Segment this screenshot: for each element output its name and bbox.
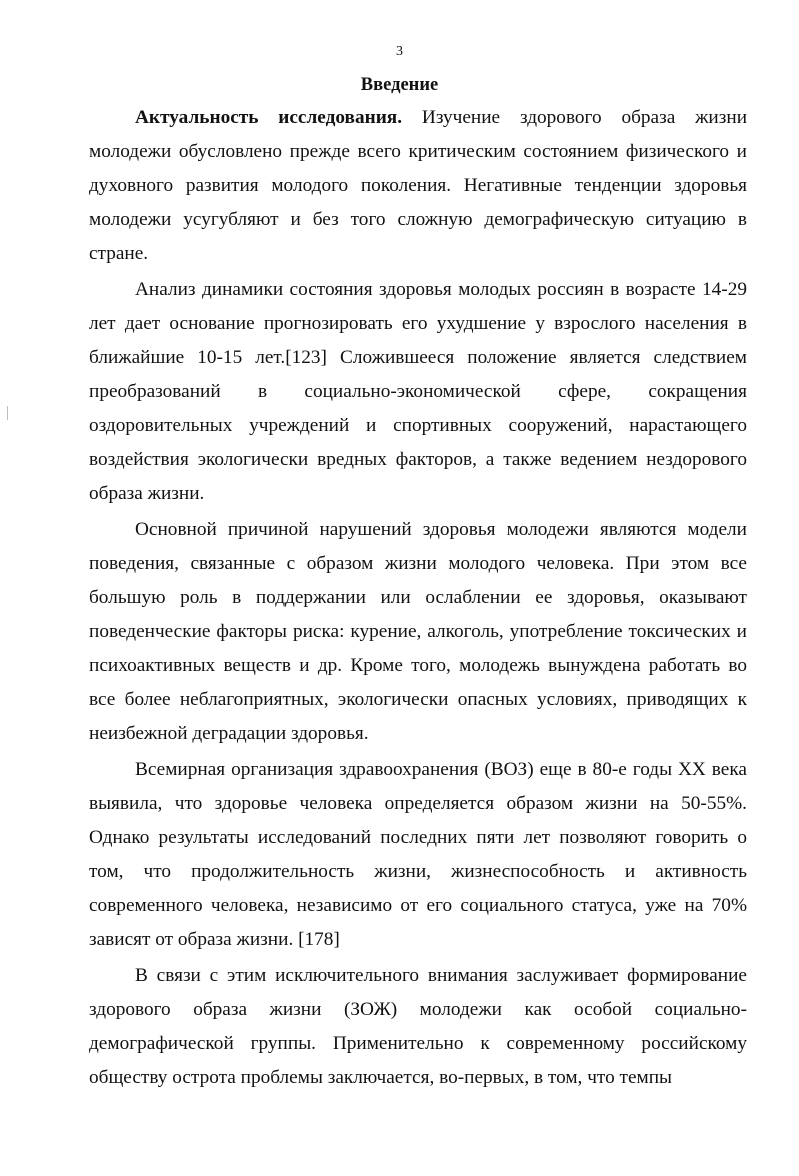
paragraph-text: Изучение здорового образа жизни молодежи обусловлено прежде всего критическим состоянием физического и духовного развития молодого поколения. Негативные тенденции здоровья молодежи усугубляют и без того сложную демографическую ситуацию в стране. [89,107,748,264]
scan-edge-mark [7,406,8,420]
paragraph-health-dynamics: Анализ динамики состояния здоровья молодых россиян в возрасте 14-29 лет дает основание прогнозировать его ухудшение у взрослого населения в ближайшие 10-15 лет.[123] Сложившееся положение является следствием преобразований в социально-экономической сфере, сокращения оздоровительных учреждений и спортивных сооружений, нарастающего воздействия экологически вредных факторов, а также ведением нездорового образа жизни. [89,279,747,504]
paragraph-behavior-models: Основной причиной нарушений здоровья молодежи являются модели поведения, связанные с образом жизни молодого человека. При этом все большую роль в поддержании или ослаблении ее здоровья, оказывают поведенческие факторы риска: курение, алкоголь, употребление токсических и психоактивных веществ и др. Кроме того, молодежь вынуждена работать во все более неблагоприятных, экологически опасных условиях, приводящих к неизбежной деградации здоровья. [89,519,747,744]
paragraph-who-findings: Всемирная организация здравоохранения (ВОЗ) еще в 80-е годы XX века выявила, что здоровье человека определяется образом жизни на 50-55%. Однако результаты исследований последних пяти лет позволяют говорить о том, что продолжительность жизни, жизнеспособность и активность современного человека, независимо от его социального статуса, уже на 70% зависят от образа жизни. [178] [89,759,747,950]
paragraph-zozh-formation: В связи с этим исключительного внимания заслуживает формирование здорового образа жизни (ЗОЖ) молодежи как особой социально-демографической группы. Применительно к современному российскому обществу острота проблемы заключается, во-первых, в том, что темпы [89,965,747,1088]
paragraph-relevance [89,101,747,271]
section-heading: Введение [360,75,439,95]
paragraph-lead: Актуальность исследования. [135,107,403,128]
page-number: 3 [396,44,403,59]
body-text [89,101,747,1095]
